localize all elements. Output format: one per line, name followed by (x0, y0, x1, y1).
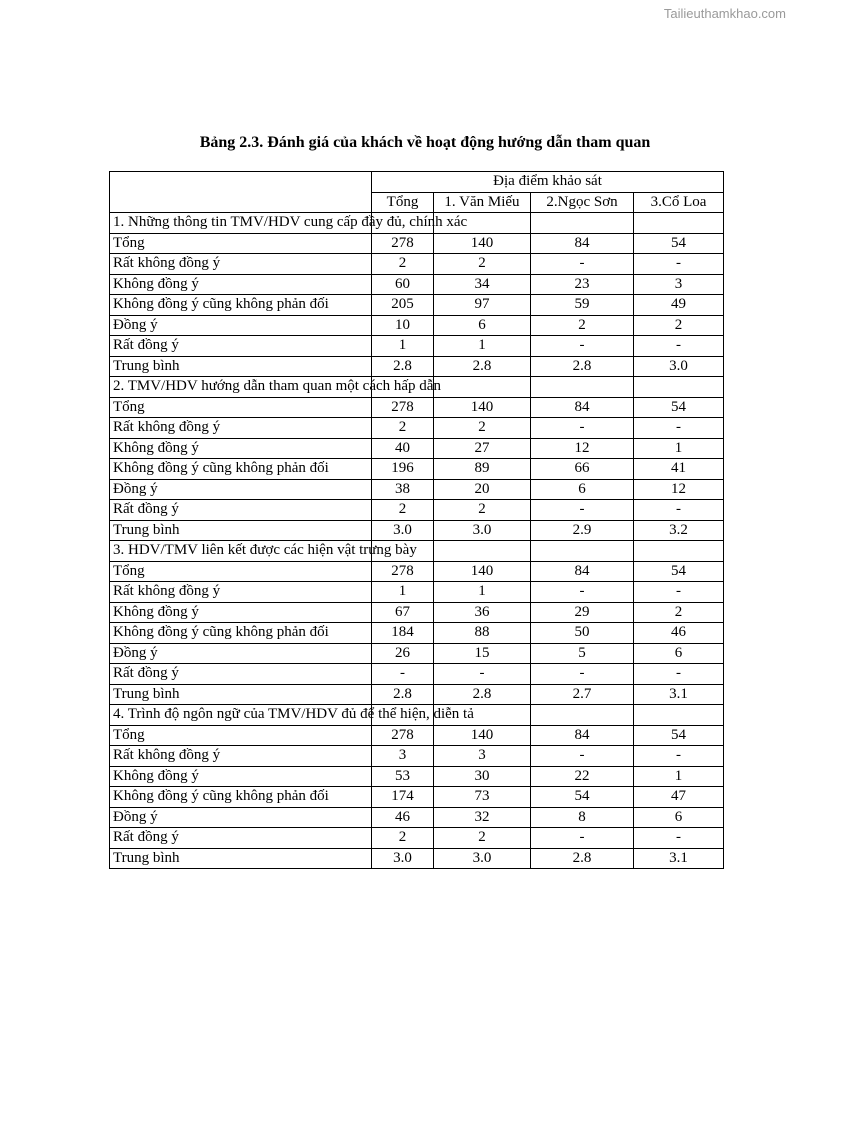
row-label: Trung bình (110, 356, 372, 377)
value-cell: 60 (372, 274, 434, 295)
value-cell: - (531, 828, 634, 849)
section-row (110, 377, 724, 398)
value-cell: - (531, 336, 634, 357)
value-cell: 84 (531, 561, 634, 582)
value-cell: - (634, 254, 724, 275)
row-label: Trung bình (110, 684, 372, 705)
value-cell: 1 (372, 582, 434, 603)
value-cell: 3 (434, 746, 531, 767)
table-row (110, 397, 724, 418)
table-row (110, 766, 724, 787)
value-cell: 2.7 (531, 684, 634, 705)
row-label: Không đồng ý (110, 274, 372, 295)
value-cell: 23 (531, 274, 634, 295)
empty-cell (634, 213, 724, 234)
value-cell: 2 (434, 418, 531, 439)
value-cell: 3.0 (434, 848, 531, 869)
value-cell: 97 (434, 295, 531, 316)
column-header: 2.Ngọc Sơn (531, 192, 634, 213)
value-cell: 174 (372, 787, 434, 808)
value-cell: 3 (372, 746, 434, 767)
row-label: Đồng ý (110, 643, 372, 664)
value-cell: 196 (372, 459, 434, 480)
row-label: Rất không đồng ý (110, 582, 372, 603)
row-label: Tổng (110, 397, 372, 418)
value-cell: - (531, 254, 634, 275)
value-cell: 30 (434, 766, 531, 787)
value-cell: 20 (434, 479, 531, 500)
value-cell: 3.1 (634, 848, 724, 869)
value-cell: - (531, 500, 634, 521)
group-header: Địa điểm khảo sát (372, 172, 724, 193)
table-row (110, 459, 724, 480)
header-blank-cell (110, 172, 372, 213)
value-cell: 140 (434, 397, 531, 418)
table-row (110, 336, 724, 357)
value-cell: 67 (372, 602, 434, 623)
value-cell: 54 (634, 561, 724, 582)
table-row (110, 500, 724, 521)
table-row (110, 295, 724, 316)
value-cell: 47 (634, 787, 724, 808)
table-row (110, 233, 724, 254)
row-label: Rất đồng ý (110, 828, 372, 849)
value-cell: 3.1 (634, 684, 724, 705)
row-label: Không đồng ý cũng không phản đối (110, 623, 372, 644)
value-cell: 1 (634, 438, 724, 459)
table-row (110, 254, 724, 275)
value-cell: - (434, 664, 531, 685)
value-cell: 205 (372, 295, 434, 316)
row-label: Rất đồng ý (110, 500, 372, 521)
table-row (110, 623, 724, 644)
row-label: Đồng ý (110, 807, 372, 828)
value-cell: - (531, 664, 634, 685)
table-row (110, 643, 724, 664)
row-label: Tổng (110, 561, 372, 582)
value-cell: 88 (434, 623, 531, 644)
row-label: Đồng ý (110, 479, 372, 500)
row-label: Không đồng ý (110, 602, 372, 623)
row-label: Tổng (110, 233, 372, 254)
value-cell: - (634, 336, 724, 357)
table-row (110, 520, 724, 541)
row-label: Rất không đồng ý (110, 746, 372, 767)
empty-cell (634, 541, 724, 562)
row-label: Không đồng ý cũng không phản đối (110, 787, 372, 808)
table-row (110, 438, 724, 459)
value-cell: 12 (634, 479, 724, 500)
value-cell: 278 (372, 233, 434, 254)
row-label: Trung bình (110, 848, 372, 869)
value-cell: 2.8 (434, 684, 531, 705)
value-cell: 26 (372, 643, 434, 664)
table-row (110, 664, 724, 685)
table-row (110, 274, 724, 295)
value-cell: - (372, 664, 434, 685)
row-label: Rất không đồng ý (110, 418, 372, 439)
row-label: Không đồng ý (110, 438, 372, 459)
value-cell: 41 (634, 459, 724, 480)
value-cell: 3.0 (372, 848, 434, 869)
value-cell: 54 (634, 233, 724, 254)
value-cell: - (634, 828, 724, 849)
value-cell: - (634, 418, 724, 439)
value-cell: 3.0 (372, 520, 434, 541)
value-cell: 54 (634, 397, 724, 418)
value-cell: 140 (434, 725, 531, 746)
table-body (110, 213, 724, 869)
value-cell: 1 (434, 582, 531, 603)
value-cell: - (634, 500, 724, 521)
value-cell: 27 (434, 438, 531, 459)
watermark: Tailieuthamkhao.com (663, 6, 786, 21)
value-cell: 2.8 (434, 356, 531, 377)
value-cell: - (634, 746, 724, 767)
value-cell: 46 (634, 623, 724, 644)
table-row (110, 315, 724, 336)
table-header-row-group (110, 172, 724, 193)
value-cell: 2 (372, 828, 434, 849)
value-cell: 2 (434, 828, 531, 849)
value-cell: 2 (434, 254, 531, 275)
row-label: Không đồng ý (110, 766, 372, 787)
value-cell: 2 (634, 315, 724, 336)
section-title: 3. HDV/TMV liên kết được các hiện vật trưng bày (110, 541, 372, 562)
row-label: Không đồng ý cũng không phản đối (110, 459, 372, 480)
value-cell: 84 (531, 233, 634, 254)
value-cell: 54 (634, 725, 724, 746)
row-label: Trung bình (110, 520, 372, 541)
value-cell: 50 (531, 623, 634, 644)
value-cell: 3 (634, 274, 724, 295)
value-cell: 22 (531, 766, 634, 787)
section-row (110, 213, 724, 234)
table-row (110, 746, 724, 767)
value-cell: 36 (434, 602, 531, 623)
table-row (110, 848, 724, 869)
section-row (110, 541, 724, 562)
value-cell: 84 (531, 725, 634, 746)
table-row (110, 807, 724, 828)
value-cell: 278 (372, 397, 434, 418)
table-row (110, 356, 724, 377)
value-cell: 32 (434, 807, 531, 828)
value-cell: 2.8 (372, 356, 434, 377)
survey-table (109, 171, 724, 869)
value-cell: 140 (434, 561, 531, 582)
value-cell: 1 (434, 336, 531, 357)
value-cell: 3.2 (634, 520, 724, 541)
section-title: 2. TMV/HDV hướng dẫn tham quan một cách hấp dẫn (110, 377, 372, 398)
table-row (110, 787, 724, 808)
table-row (110, 418, 724, 439)
row-label: Rất đồng ý (110, 336, 372, 357)
section-title: 1. Những thông tin TMV/HDV cung cấp đầy đủ, chính xác (110, 213, 372, 234)
value-cell: 38 (372, 479, 434, 500)
value-cell: 3.0 (634, 356, 724, 377)
value-cell: - (531, 582, 634, 603)
value-cell: 2 (372, 500, 434, 521)
value-cell: 2 (434, 500, 531, 521)
empty-cell (531, 705, 634, 726)
value-cell: 66 (531, 459, 634, 480)
row-label: Đồng ý (110, 315, 372, 336)
value-cell: 2 (372, 418, 434, 439)
value-cell: 46 (372, 807, 434, 828)
value-cell: - (634, 582, 724, 603)
table-row (110, 828, 724, 849)
value-cell: 6 (531, 479, 634, 500)
value-cell: - (634, 664, 724, 685)
value-cell: 278 (372, 725, 434, 746)
value-cell: 1 (372, 336, 434, 357)
value-cell: 278 (372, 561, 434, 582)
value-cell: 59 (531, 295, 634, 316)
value-cell: 15 (434, 643, 531, 664)
value-cell: 29 (531, 602, 634, 623)
value-cell: 12 (531, 438, 634, 459)
value-cell: 1 (634, 766, 724, 787)
value-cell: 49 (634, 295, 724, 316)
value-cell: 89 (434, 459, 531, 480)
value-cell: 6 (434, 315, 531, 336)
value-cell: 6 (634, 807, 724, 828)
value-cell: 53 (372, 766, 434, 787)
value-cell: 2.8 (531, 848, 634, 869)
row-label: Rất đồng ý (110, 664, 372, 685)
empty-cell (434, 541, 531, 562)
table-row (110, 602, 724, 623)
value-cell: 54 (531, 787, 634, 808)
value-cell: 2 (372, 254, 434, 275)
table-row (110, 582, 724, 603)
row-label: Tổng (110, 725, 372, 746)
column-header: Tổng (372, 192, 434, 213)
value-cell: 2.8 (531, 356, 634, 377)
value-cell: 40 (372, 438, 434, 459)
column-header: 1. Văn Miếu (434, 192, 531, 213)
empty-cell (634, 377, 724, 398)
value-cell: 10 (372, 315, 434, 336)
value-cell: 73 (434, 787, 531, 808)
empty-cell (531, 377, 634, 398)
value-cell: 6 (634, 643, 724, 664)
value-cell: 8 (531, 807, 634, 828)
value-cell: 140 (434, 233, 531, 254)
empty-cell (531, 213, 634, 234)
value-cell: 2 (531, 315, 634, 336)
table-row (110, 725, 724, 746)
empty-cell (531, 541, 634, 562)
value-cell: 84 (531, 397, 634, 418)
table-row (110, 561, 724, 582)
row-label: Không đồng ý cũng không phản đối (110, 295, 372, 316)
page-title: Bảng 2.3. Đánh giá của khách về hoạt động hướng dẫn tham quan (199, 134, 651, 151)
value-cell: 2.8 (372, 684, 434, 705)
value-cell: - (531, 746, 634, 767)
value-cell: 184 (372, 623, 434, 644)
value-cell: 34 (434, 274, 531, 295)
value-cell: 3.0 (434, 520, 531, 541)
empty-cell (634, 705, 724, 726)
row-label: Rất không đồng ý (110, 254, 372, 275)
section-row (110, 705, 724, 726)
value-cell: 5 (531, 643, 634, 664)
value-cell: 2.9 (531, 520, 634, 541)
column-header: 3.Cổ Loa (634, 192, 724, 213)
table-row (110, 479, 724, 500)
empty-cell (434, 377, 531, 398)
value-cell: 2 (634, 602, 724, 623)
table-row (110, 684, 724, 705)
section-title: 4. Trình độ ngôn ngữ của TMV/HDV đủ để thể hiện, diễn tả (110, 705, 372, 726)
value-cell: - (531, 418, 634, 439)
